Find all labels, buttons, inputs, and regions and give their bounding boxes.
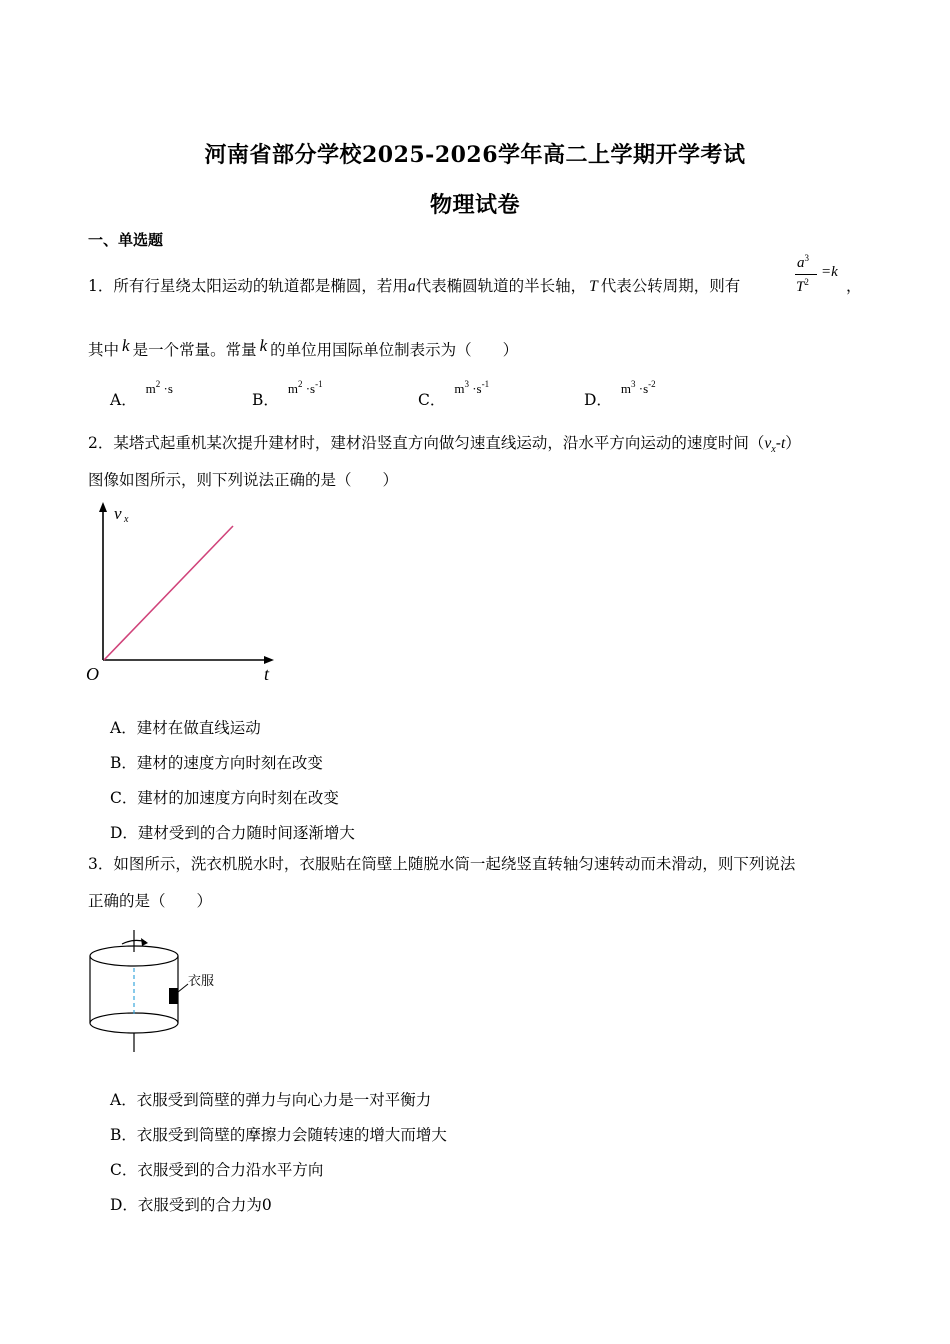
var-v: v (764, 435, 772, 452)
clothes-leader-line (178, 984, 188, 992)
q1-option-a[interactable]: A． $^{m^2 \cdot s}$ (110, 379, 173, 409)
q2-option-c[interactable]: C．建材的加速度方向时刻在改变 (110, 789, 339, 807)
q2-text: 2．某塔式起重机某次提升建材时，建材沿竖直方向做匀速直线运动，沿水平方向运动的速度时间（ (88, 434, 765, 452)
exam-subtitle: 物理试卷 (429, 192, 520, 218)
q1-text: 的单位用国际单位制表示为（ ） (270, 341, 519, 359)
q3-option-b[interactable]: B．衣服受到筒壁的摩擦力会随转速的增大而增大 (110, 1126, 447, 1144)
q2-option-b[interactable]: B．建材的速度方向时刻在改变 (110, 754, 323, 772)
q1-text: 其中 (88, 341, 120, 359)
q1-option-b[interactable]: B． $^{m^2 \cdot s^{-1}}$ (252, 379, 323, 409)
spin-dryer-figure (84, 928, 244, 1058)
q3-option-c[interactable]: C．衣服受到的合力沿水平方向 (110, 1161, 324, 1179)
q2-option-a[interactable]: A．建材在做直线运动 (110, 719, 261, 737)
var-k: k (259, 336, 268, 355)
section-heading: 一、单选题 (88, 231, 164, 249)
q1-text: 代表椭圆轨道的半长轴， (415, 277, 587, 295)
question-1-line-1 (88, 279, 740, 295)
velocity-line (104, 526, 233, 660)
question-3-line-2: 正确的是（ ） (88, 892, 213, 910)
rotation-arrowhead-icon (141, 938, 148, 946)
formula-denominator: $T^2$ (796, 277, 809, 295)
x-axis-arrow-icon (264, 656, 274, 664)
x-axis-label: t (264, 664, 270, 684)
origin-label: O (86, 664, 99, 684)
question-1-line-2 (88, 336, 519, 359)
var-t: t (780, 435, 786, 452)
q3-option-a[interactable]: A．衣服受到筒壁的弹力与向心力是一对平衡力 (110, 1091, 432, 1109)
y-axis-subscript: x (124, 514, 129, 525)
var-k: k (122, 336, 130, 355)
clothes-block (169, 988, 178, 1004)
velocity-time-graph (84, 500, 284, 690)
q1-option-c[interactable]: C． $^{m^3 \cdot s^{-1}}$ (418, 379, 490, 409)
q3-option-d[interactable]: D．衣服受到的合力为0 (110, 1196, 272, 1214)
exam-title: 河南省部分学校2025-2026学年高二上学期开学考试 (204, 142, 746, 168)
var-T: T (589, 278, 598, 295)
formula-rhs: =k (821, 264, 838, 280)
q1-text: 1．所有行星绕太阳运动的轨道都是椭圆，若用 (88, 277, 408, 295)
unit-expression: m2 ·s-1 (287, 379, 323, 396)
q2-option-d[interactable]: D．建材受到的合力随时间逐渐增大 (110, 824, 355, 842)
q1-option-d[interactable]: D． $^{m^3 \cdot s^{-2}}$ (584, 379, 656, 409)
q1-text: 是一个常量。常量 (132, 341, 257, 359)
fraction-bar (795, 274, 817, 275)
formula-numerator: $a^3$ (797, 253, 809, 271)
question-2-line-1: 2．某塔式起重机某次提升建材时，建材沿竖直方向做匀速直线运动，沿水平方向运动的速度时间$(v_x-t)$ (88, 434, 801, 456)
unit-expression: m3 ·s-2 (620, 379, 656, 396)
question-2-line-2: 图像如图所示，则下列说法正确的是（ ） (88, 471, 399, 489)
question-3-line-1: 3．如图所示，洗衣机脱水时，衣服贴在筒壁上随脱水筒一起绕竖直转轴匀速转动而未滑动，则下列说法 (88, 855, 796, 873)
unit-expression: m2 ·s (145, 379, 173, 396)
unit-expression: m3 ·s-1 (454, 379, 490, 396)
q1-comma: ， (846, 277, 862, 295)
q1-text: 代表公转周期，则有 (600, 277, 741, 295)
y-axis-arrow-icon (99, 502, 107, 512)
clothes-label: 衣服 (188, 974, 215, 989)
y-axis-label: v (114, 504, 122, 523)
var-a: a (407, 278, 416, 295)
